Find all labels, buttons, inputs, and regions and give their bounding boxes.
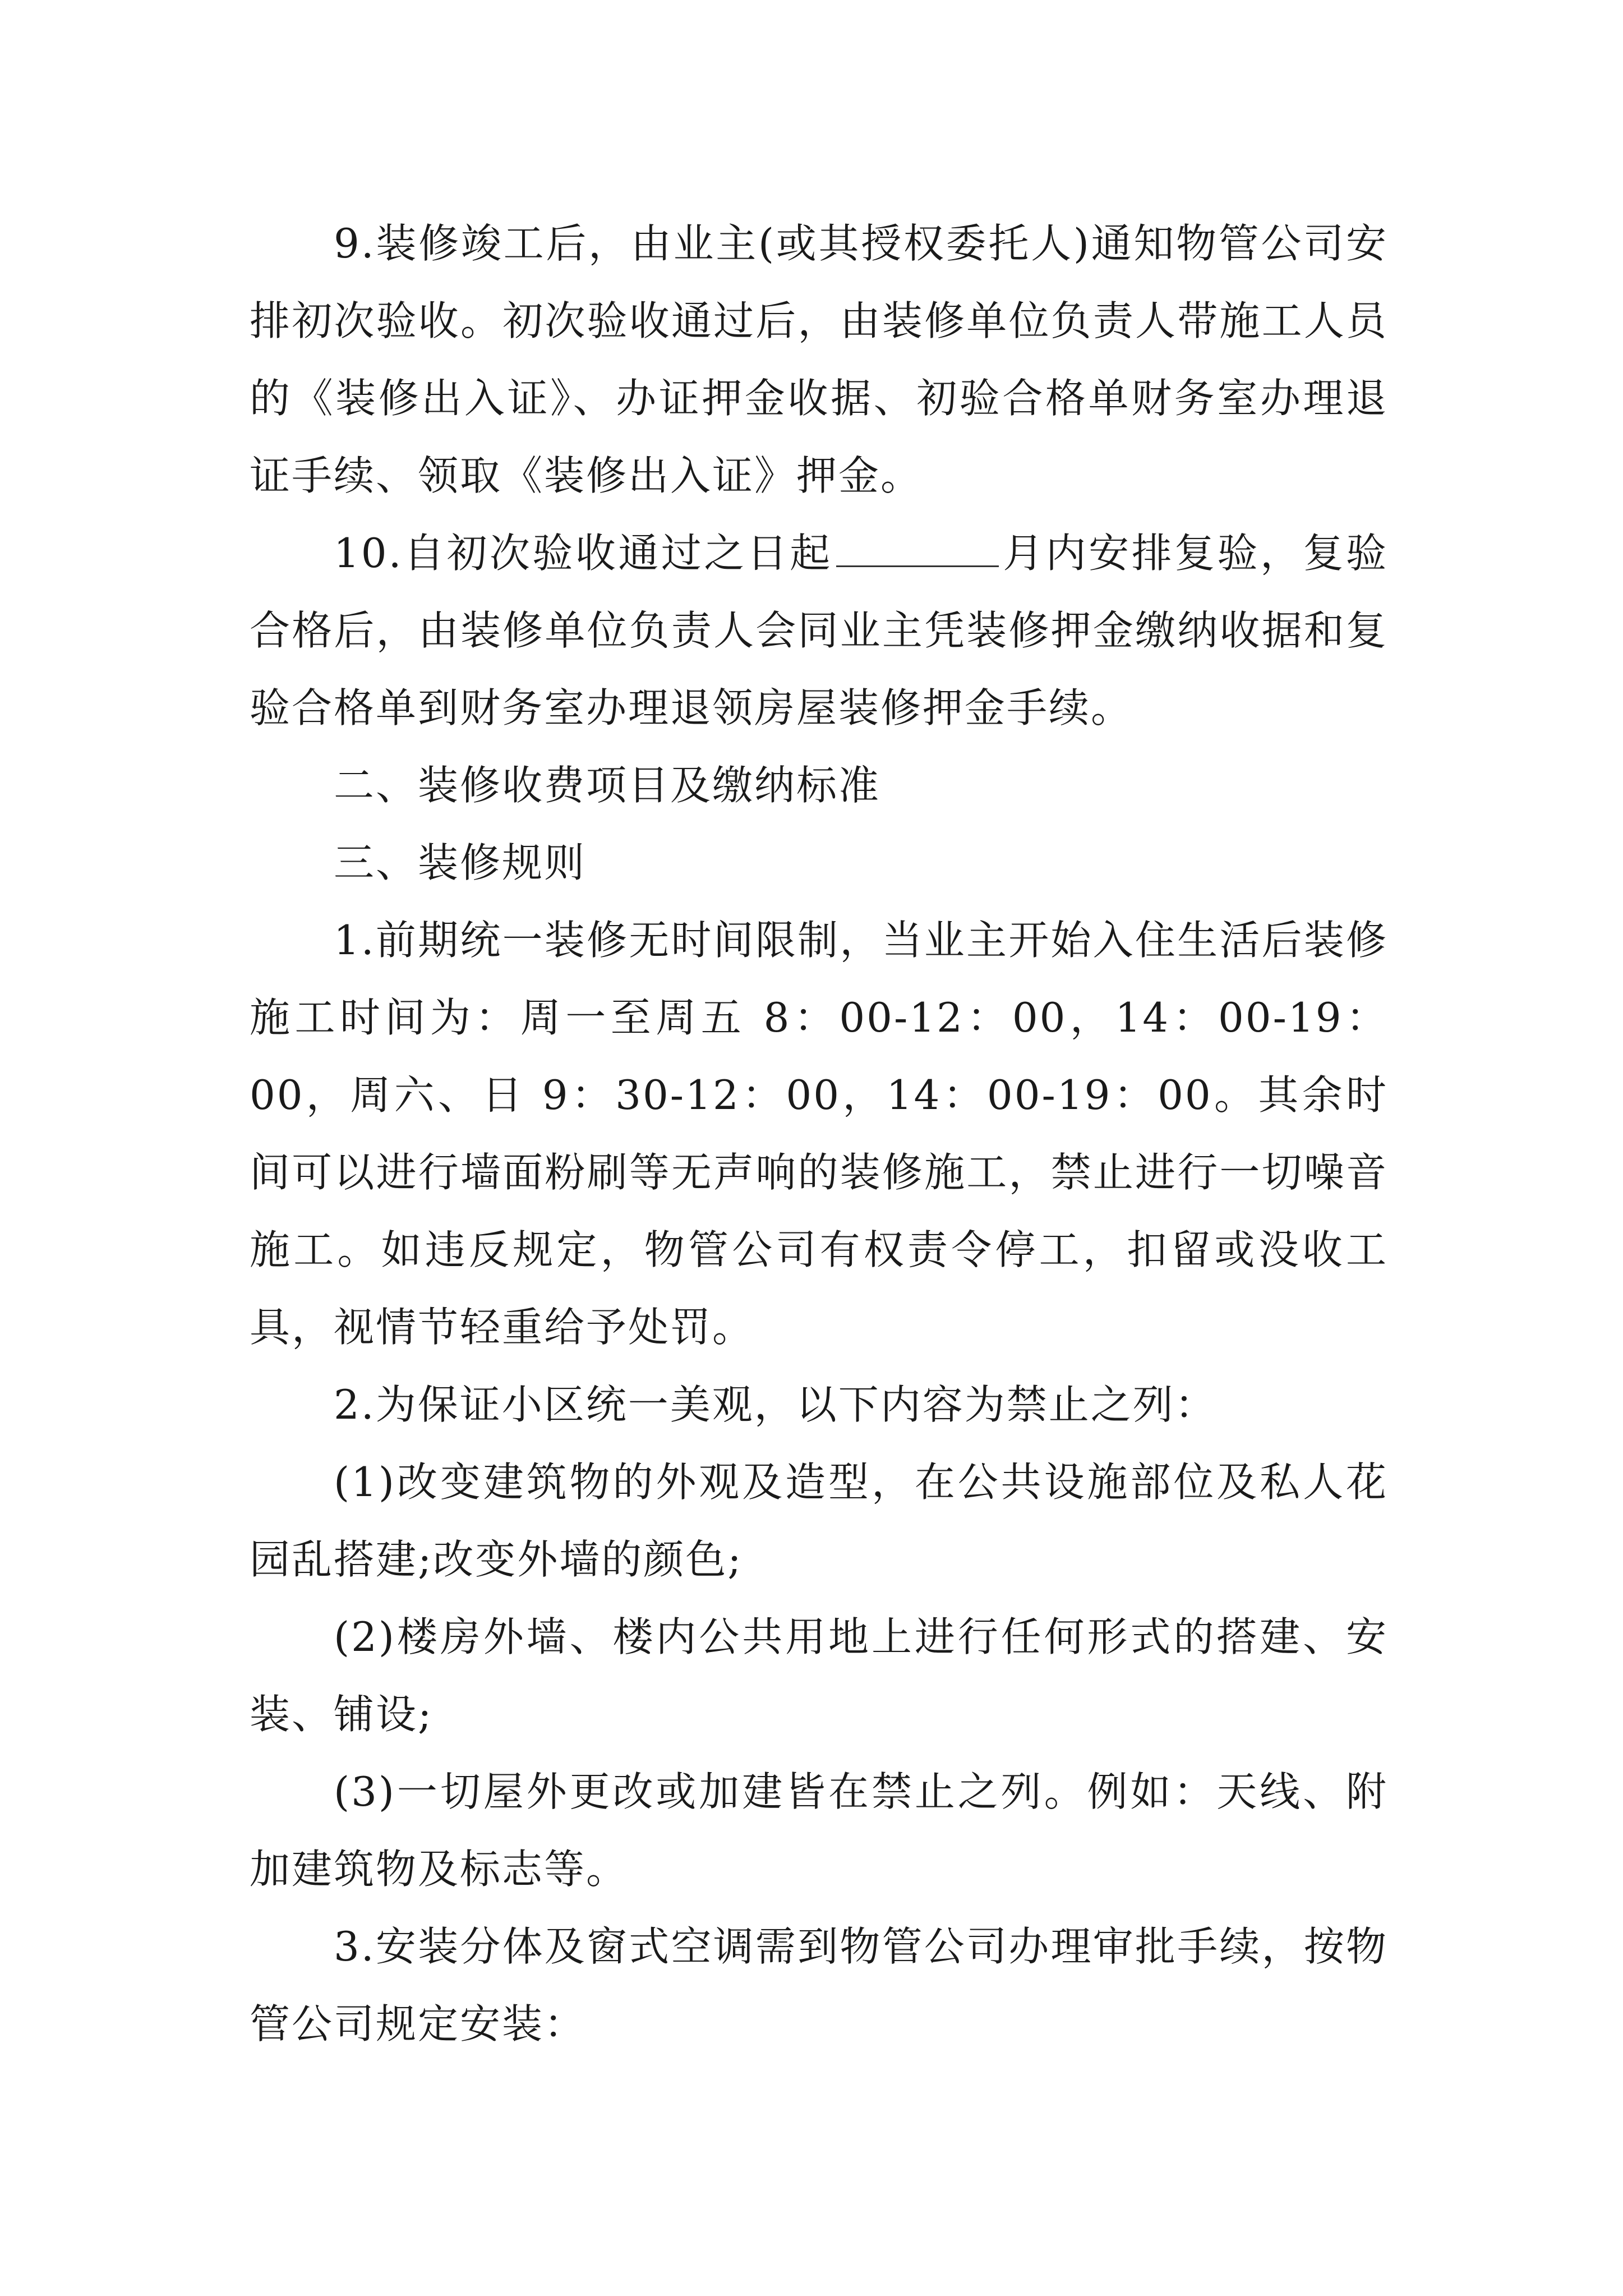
section-heading-rules: 三、装修规则 xyxy=(334,839,587,886)
paragraph-item-10-end: 月内安排复验，复验合格后，由装修单位负责人会同业主凭装修押金缴纳收据和复验合格单到财务室办理退领房屋装修押金手续。 xyxy=(250,530,1388,731)
rule-3-air-conditioning: 3.安装分体及窗式空调需到物管公司办理审批手续，按物管公司规定安装： xyxy=(250,1923,1388,2047)
paragraph-item-9: 9.装修竣工后，由业主(或其授权委托人)通知物管公司安排初次验收。初次验收通过后，由装修单位负责人带施工人员的《装修出入证》、办证押金收据、初验合格单财务室办理退证手续、领取《装修出入证》押金。 xyxy=(250,220,1388,499)
section-heading-fees: 二、装修收费项目及缴纳标准 xyxy=(334,762,881,809)
document-body xyxy=(250,205,1388,2063)
paragraph-item-10 xyxy=(250,514,1388,747)
rule-1-work-hours: 1.前期统一装修无时间限制，当业主开始入住生活后装修施工时间为：周一至周五 8：00-12：00，14：00-19：00，周六、日 9：30-12：00，14：00-19：00。其余时间可以进行墙面粉刷等无声响的装修施工，禁止进行一切噪音施工。如违反规定，物管公司有权责令停工，扣留或没收工具，视情节轻重给予处罚。 xyxy=(250,917,1388,1351)
rule-2-item-2: (2)楼房外墙、楼内公共用地上进行任何形式的搭建、安装、铺设; xyxy=(250,1613,1388,1738)
rule-2-item-3: (3)一切屋外更改或加建皆在禁止之列。例如：天线、附加建筑物及标志等。 xyxy=(250,1768,1388,1893)
rule-2-prohibitions: 2.为保证小区统一美观，以下内容为禁止之列： xyxy=(334,1381,1217,1428)
rule-2-item-1: (1)改变建筑物的外观及造型，在公共设施部位及私人花园乱搭建;改变外墙的颜色; xyxy=(250,1458,1388,1583)
fill-in-blank xyxy=(836,532,999,567)
paragraph-item-10-start: 10.自初次验收通过之日起 xyxy=(334,530,833,577)
